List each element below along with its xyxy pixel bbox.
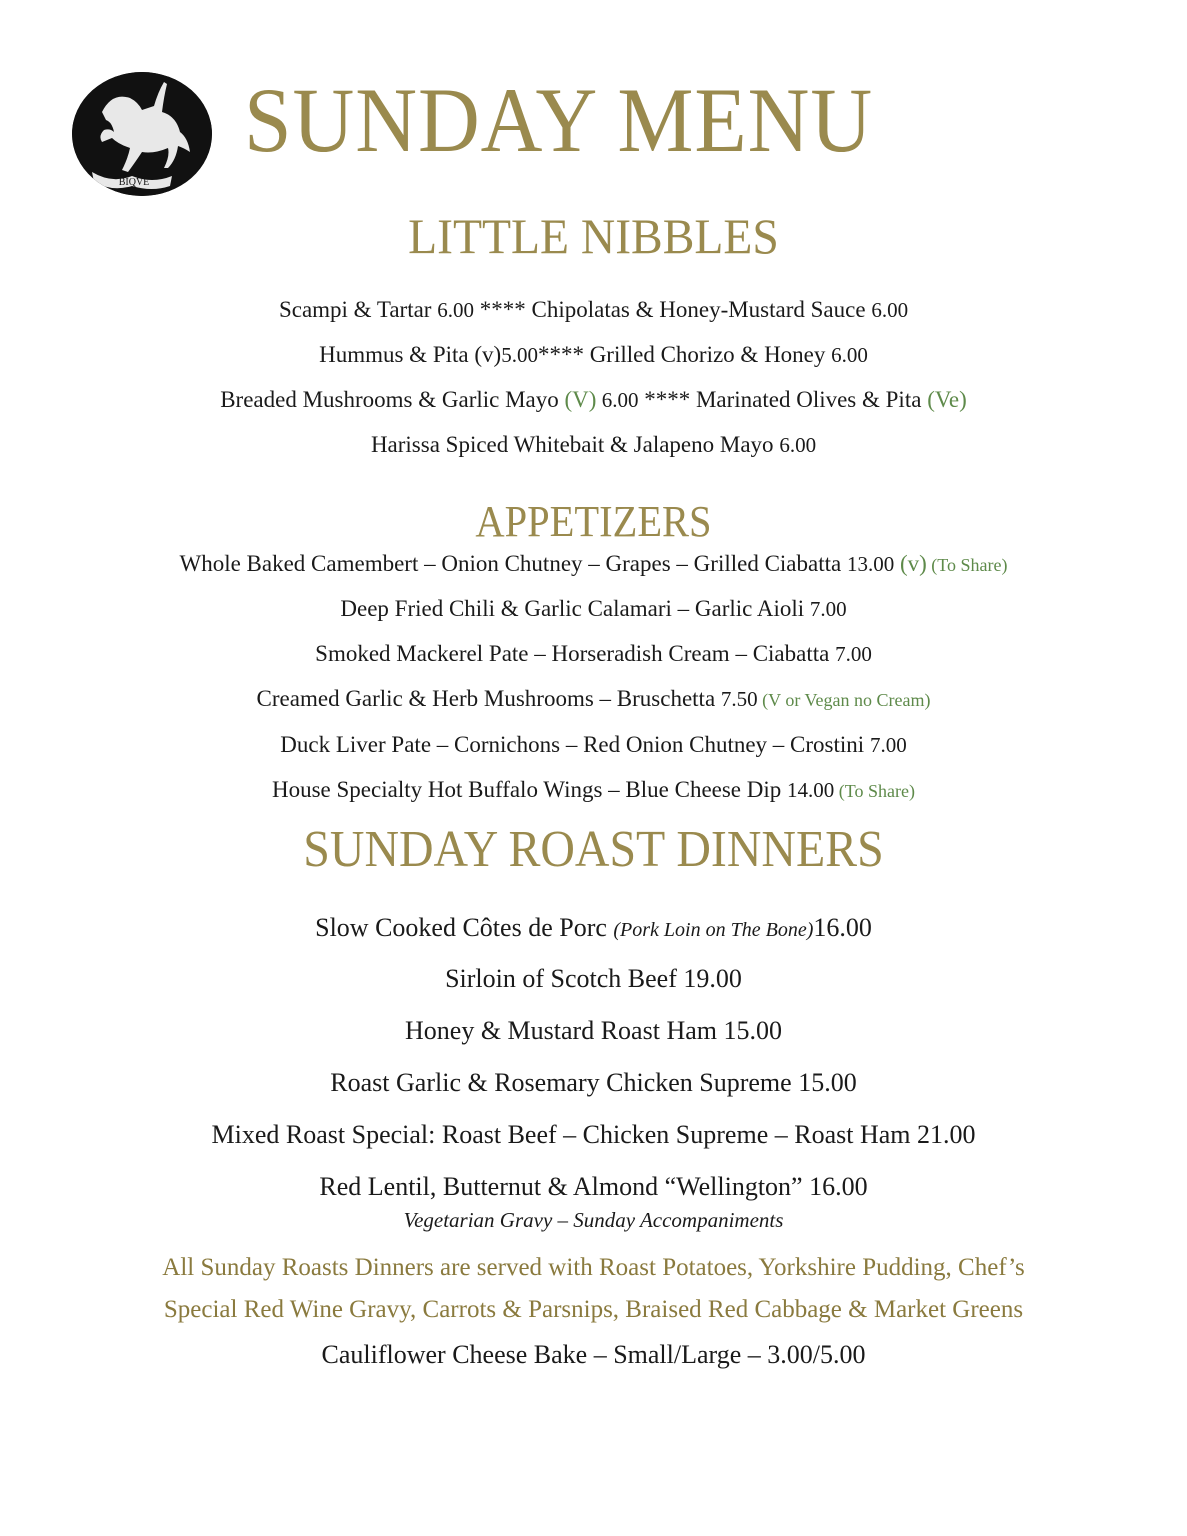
nibbles-line bbox=[0, 385, 1187, 415]
roast-item bbox=[0, 962, 1187, 996]
accompaniments-note-line-2: Special Red Wine Gravy, Carrots & Parsnips, Braised Red Cabbage & Market Greens bbox=[163, 1296, 1024, 1323]
svg-text:BIQVE: BIQVE bbox=[118, 177, 150, 188]
item-name: Roast Garlic & Rosemary Chicken Supreme bbox=[330, 1068, 799, 1097]
item-price: 6.00 bbox=[437, 298, 474, 322]
vegetarian-tag: (V or Vegan no Cream) bbox=[757, 690, 931, 710]
roast-item bbox=[0, 1066, 1187, 1100]
item-name: Whole Baked Camembert – Onion Chutney – Grapes – Grilled Ciabatta bbox=[179, 551, 847, 576]
section-heading-sunday-roast: SUNDAY ROAST DINNERS bbox=[303, 821, 884, 878]
appetizer-item bbox=[0, 639, 1187, 669]
item-name: Honey & Mustard Roast Ham bbox=[405, 1016, 724, 1045]
nibbles-line bbox=[0, 295, 1187, 325]
rearing-horse-logo bbox=[72, 72, 212, 196]
item-name: Deep Fried Chili & Garlic Calamari – Garlic Aioli bbox=[340, 596, 810, 621]
vegan-tag: (Ve) bbox=[927, 387, 967, 412]
item-price: 5.00 bbox=[501, 343, 538, 367]
item-price: 21.00 bbox=[917, 1120, 976, 1149]
vegetarian-tag: (v) bbox=[894, 551, 927, 576]
appetizer-item bbox=[0, 594, 1187, 624]
item-price: 3.00/5.00 bbox=[767, 1340, 866, 1369]
item-name: House Specialty Hot Buffalo Wings – Blue Cheese Dip bbox=[272, 777, 788, 802]
item-name: Marinated Olives & Pita bbox=[695, 387, 928, 412]
section-heading-little-nibbles: LITTLE NIBBLES bbox=[408, 208, 779, 264]
item-name: Slow Cooked Côtes de Porc bbox=[315, 913, 614, 942]
accompaniments-note-line-1: All Sunday Roasts Dinners are served with Roast Potatoes, Yorkshire Pudding, Chef’s bbox=[162, 1254, 1025, 1281]
item-price: 7.00 bbox=[835, 642, 872, 666]
item-price: 7.00 bbox=[869, 733, 907, 757]
item-name: Red Lentil, Butternut & Almond “Wellington” bbox=[319, 1172, 810, 1201]
roast-item bbox=[0, 1014, 1187, 1048]
item-name: Chipolatas & Honey-Mustard Sauce bbox=[531, 297, 872, 322]
item-name: Smoked Mackerel Pate – Horseradish Cream – Ciabatta bbox=[315, 641, 836, 666]
horse-rider-emblem-icon bbox=[72, 72, 212, 196]
item-name: Mixed Roast Special: Roast Beef – Chicken Supreme – Roast Ham bbox=[211, 1120, 917, 1149]
roast-item-subtitle: Vegetarian Gravy – Sunday Accompaniments bbox=[403, 1208, 784, 1232]
item-price: 15.00 bbox=[723, 1016, 782, 1045]
item-price: 7.00 bbox=[809, 597, 847, 621]
appetizer-item bbox=[0, 730, 1187, 760]
item-name: Hummus & Pita (v) bbox=[319, 342, 502, 367]
item-price: 15.00 bbox=[798, 1068, 857, 1097]
menu-title: SUNDAY MENU bbox=[244, 69, 874, 171]
item-detail: (Pork Loin on The Bone) bbox=[613, 919, 814, 941]
section-heading-appetizers: APPETIZERS bbox=[475, 497, 712, 546]
item-name: Duck Liver Pate – Cornichons – Red Onion Chutney – Crostini bbox=[280, 732, 870, 757]
item-price: 16.00 bbox=[809, 1172, 868, 1201]
side-item bbox=[0, 1338, 1187, 1372]
item-price: 13.00 bbox=[846, 552, 895, 576]
item-name: Cauliflower Cheese Bake – Small/Large – bbox=[321, 1340, 768, 1369]
item-name: Harissa Spiced Whitebait & Jalapeno Mayo bbox=[370, 432, 780, 457]
roast-item bbox=[0, 911, 1187, 947]
item-price: 6.00 bbox=[871, 298, 909, 322]
roast-item bbox=[0, 1118, 1187, 1152]
item-price: 16.00 bbox=[813, 913, 872, 942]
appetizer-item bbox=[0, 684, 1187, 715]
appetizer-item bbox=[0, 549, 1187, 580]
item-price: 7.50 bbox=[720, 687, 758, 711]
separator: **** bbox=[638, 387, 696, 412]
item-name: Breaded Mushrooms & Garlic Mayo bbox=[220, 387, 565, 412]
roast-item bbox=[0, 1170, 1187, 1204]
share-tag: (To Share) bbox=[834, 781, 915, 801]
item-price: 6.00 bbox=[831, 343, 868, 367]
item-name: Sirloin of Scotch Beef bbox=[445, 964, 684, 993]
item-name: Creamed Garlic & Herb Mushrooms – Bruschetta bbox=[256, 686, 721, 711]
vegetarian-tag: (V) bbox=[564, 387, 597, 412]
separator: **** bbox=[537, 342, 590, 367]
item-name: Grilled Chorizo & Honey bbox=[589, 342, 832, 367]
item-price: 6.00 bbox=[779, 433, 817, 457]
item-price: 19.00 bbox=[683, 964, 742, 993]
item-price: 6.00 bbox=[596, 388, 639, 412]
appetizer-item bbox=[0, 775, 1187, 806]
share-tag: (To Share) bbox=[926, 555, 1008, 575]
separator: **** bbox=[473, 297, 532, 322]
nibbles-line bbox=[0, 430, 1187, 460]
nibbles-line bbox=[0, 340, 1187, 370]
item-name: Scampi & Tartar bbox=[278, 297, 438, 322]
item-price: 14.00 bbox=[787, 778, 835, 802]
